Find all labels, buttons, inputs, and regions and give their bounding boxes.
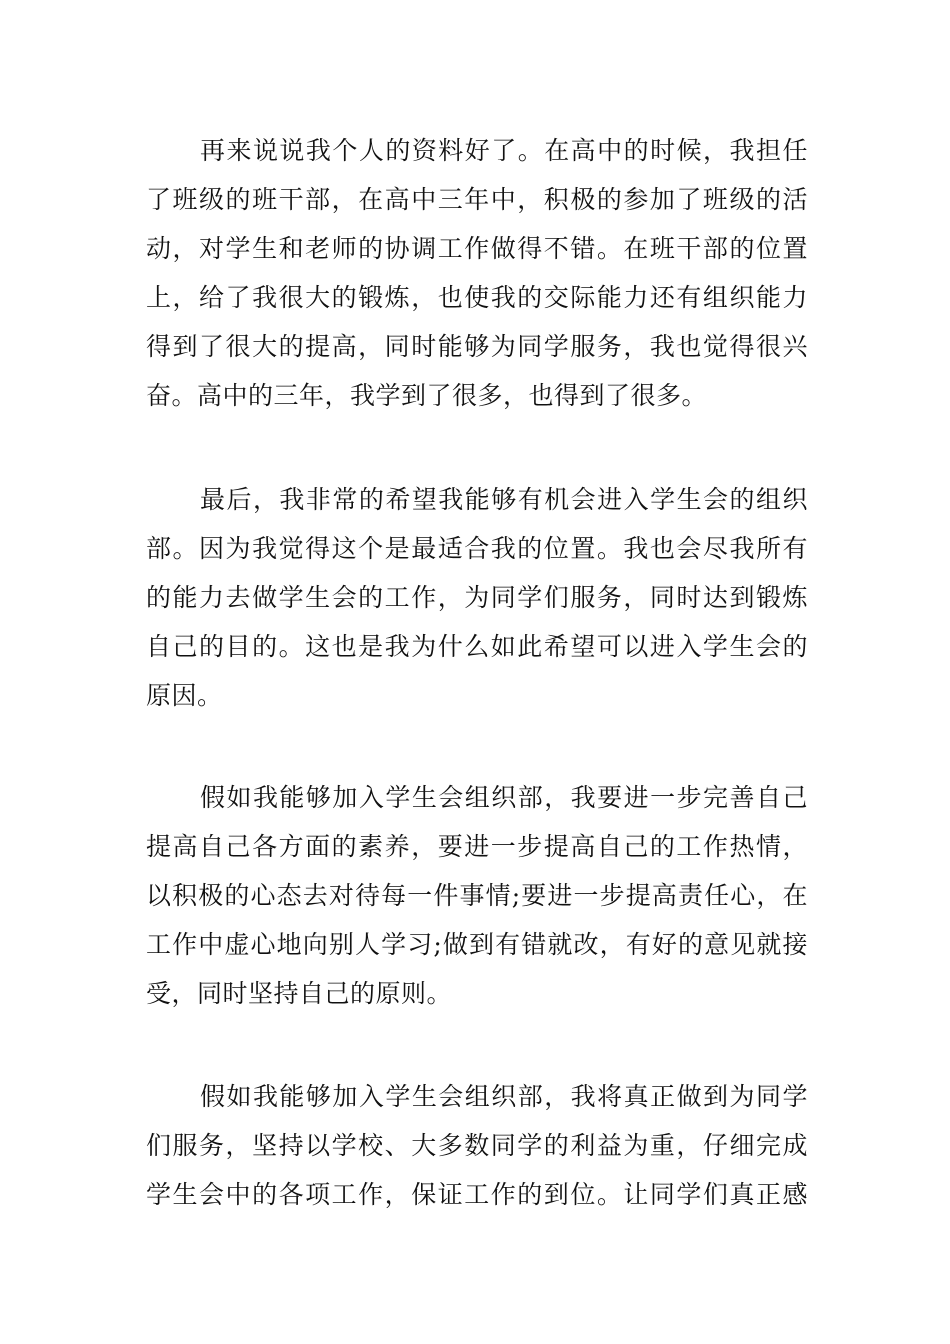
paragraph-serve-students xyxy=(146,1072,808,1219)
text-line: 的能力去做学生会的工作，为同学们服务，同时达到锻炼 xyxy=(146,583,808,612)
text-line: 工作中虚心地向别人学习;做到有错就改，有好的意见就接 xyxy=(146,930,808,959)
text-line: 受，同时坚持自己的原则。 xyxy=(146,979,453,1008)
text-line: 提高自己各方面的素养，要进一步提高自己的工作热情， xyxy=(146,832,808,861)
text-line: 上，给了我很大的锻炼，也使我的交际能力还有组织能力 xyxy=(146,283,808,312)
paragraph-personal-background xyxy=(146,126,808,420)
text-line: 自己的目的。这也是我为什么如此希望可以进入学生会的 xyxy=(146,632,808,661)
text-line: 们服务，坚持以学校、大多数同学的利益为重，仔细完成 xyxy=(146,1131,808,1160)
text-line: 再来说说我个人的资料好了。在高中的时候，我担任 xyxy=(200,136,808,165)
text-line: 以积极的心态去对待每一件事情;要进一步提高责任心，在 xyxy=(146,881,808,910)
paragraph-self-improvement xyxy=(146,773,808,1018)
text-line: 部。因为我觉得这个是最适合我的位置。我也会尽我所有 xyxy=(146,534,808,563)
text-line: 假如我能够加入学生会组织部，我将真正做到为同学 xyxy=(200,1082,808,1111)
text-line: 原因。 xyxy=(146,681,223,710)
text-line: 学生会中的各项工作，保证工作的到位。让同学们真正感 xyxy=(146,1180,808,1209)
text-line: 假如我能够加入学生会组织部，我要进一步完善自己 xyxy=(200,783,808,812)
text-line: 得到了很大的提高，同时能够为同学服务，我也觉得很兴 xyxy=(146,332,808,361)
paragraph-hope-to-join xyxy=(146,475,808,720)
text-line: 动，对学生和老师的协调工作做得不错。在班干部的位置 xyxy=(146,234,808,263)
text-line: 奋。高中的三年，我学到了很多，也得到了很多。 xyxy=(146,381,708,410)
text-line: 了班级的班干部，在高中三年中，积极的参加了班级的活 xyxy=(146,185,808,214)
text-line: 最后，我非常的希望我能够有机会进入学生会的组织 xyxy=(200,485,808,514)
